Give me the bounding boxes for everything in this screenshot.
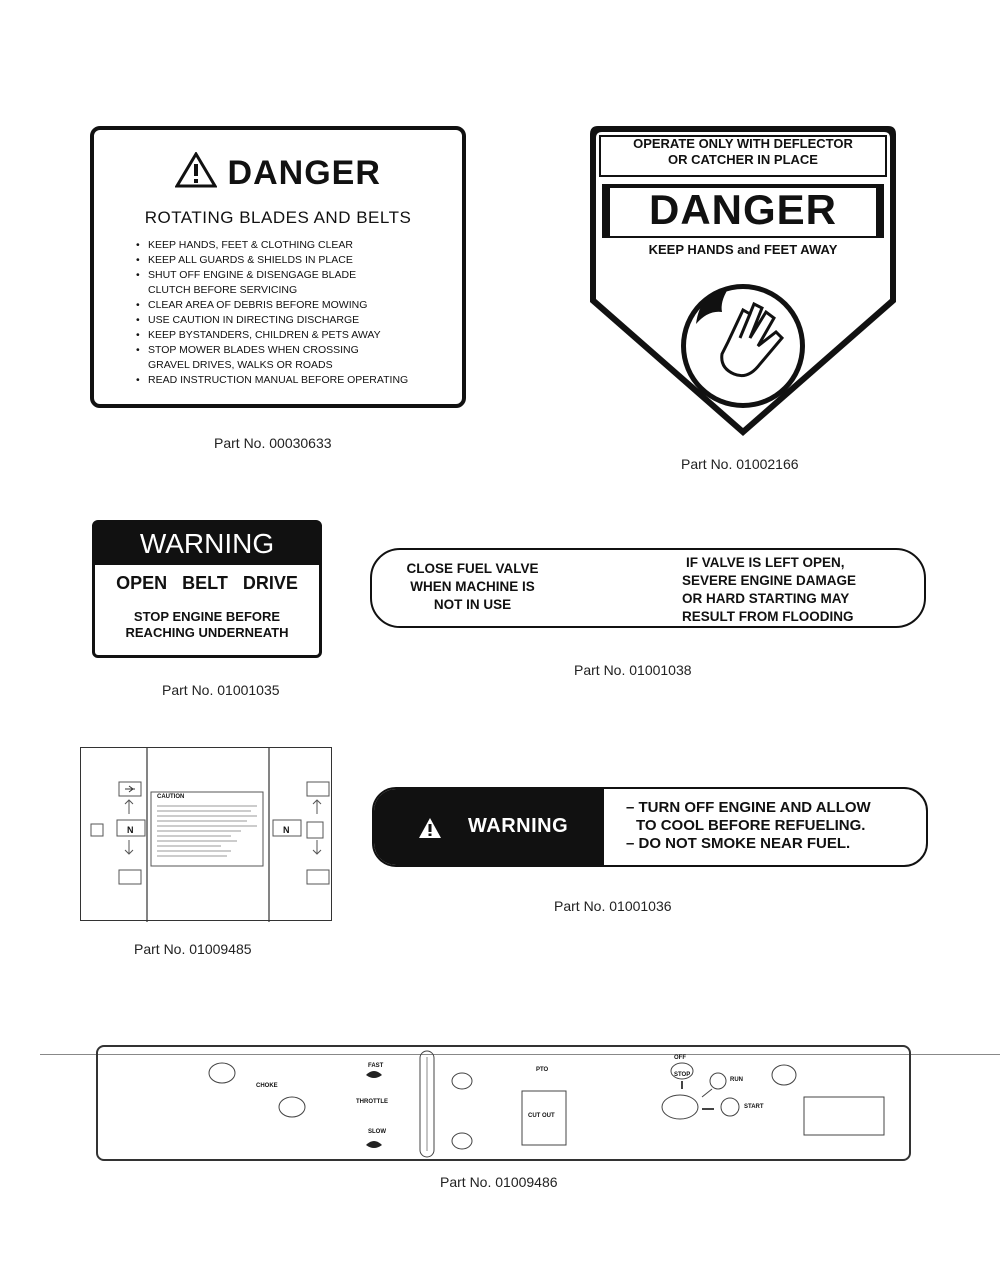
danger-subtitle: ROTATING BLADES AND BELTS <box>144 208 412 227</box>
fast-label: FAST <box>368 1063 384 1069</box>
warning-belt-drive-decal <box>92 520 322 658</box>
pto-label: PTO <box>536 1067 549 1073</box>
part-number-01001036: Part No. 01001036 <box>554 898 672 914</box>
dash-panel-drawing <box>98 1047 913 1163</box>
off-label: OFF <box>674 1055 686 1061</box>
warning-triangle-icon <box>418 817 442 839</box>
bullet-item: • KEEP ALL GUARDS & SHIELDS IN PLACE <box>136 253 408 268</box>
part-number-01001035: Part No. 01001035 <box>162 682 280 698</box>
bullet-item: • CLEAR AREA OF DEBRIS BEFORE MOWING <box>136 298 408 313</box>
bullet-item: • STOP MOWER BLADES WHEN CROSSING <box>136 343 408 358</box>
danger-title: DANGER <box>227 154 381 192</box>
part-number-00030633: Part No. 00030633 <box>214 435 332 451</box>
fuel-valve-right-text <box>682 554 902 626</box>
control-panel-decal-small <box>80 747 332 921</box>
fuel-valve-left-text <box>390 560 555 614</box>
bullet-item: • KEEP HANDS, FEET & CLOTHING CLEAR <box>136 238 408 253</box>
fuel-valve-right-line: RESULT FROM FLOODING <box>682 609 854 624</box>
warning-title: WARNING <box>95 523 319 565</box>
deflector-decal-shape <box>588 124 898 440</box>
fuel-valve-left-line: NOT IN USE <box>433 597 512 612</box>
control-panel-drawing <box>81 748 333 922</box>
choke-label: CHOKE <box>256 1083 278 1089</box>
fuel-valve-right-line: OR HARD STARTING MAY <box>682 591 850 606</box>
warning-belt-instructions <box>95 609 319 641</box>
pto-cutout-label: CUT OUT <box>528 1113 555 1119</box>
fuel-valve-right-line: IF VALVE IS LEFT OPEN, <box>686 555 845 570</box>
warning-fuel-line: – DO NOT SMOKE NEAR FUEL. <box>626 835 851 852</box>
stop-label: STOP <box>674 1072 691 1078</box>
warning-fuel-black-panel <box>374 789 604 865</box>
fuel-valve-left-line: CLOSE FUEL VALVE <box>406 561 539 576</box>
slow-label: SLOW <box>368 1129 386 1135</box>
bullet-item: • USE CAUTION IN DIRECTING DISCHARGE <box>136 313 408 328</box>
part-number-01002166: Part No. 01002166 <box>681 456 799 472</box>
danger-header <box>94 152 462 193</box>
deflector-danger-title: DANGER <box>648 186 837 233</box>
deflector-subtitle: KEEP HANDS and FEET AWAY <box>648 242 838 257</box>
neutral-label-right: N <box>283 825 290 835</box>
part-number-01001038: Part No. 01001038 <box>574 662 692 678</box>
part-number-01009485: Part No. 01009485 <box>134 941 252 957</box>
bullet-item: • SHUT OFF ENGINE & DISENGAGE BLADE <box>136 268 408 283</box>
start-label: START <box>744 1104 764 1110</box>
warning-fuel-line: – TURN OFF ENGINE AND ALLOW <box>626 799 871 816</box>
fuel-valve-decal <box>370 548 926 628</box>
bullet-item: • KEEP BYSTANDERS, CHILDREN & PETS AWAY <box>136 328 408 343</box>
warning-belt-line-2: STOP ENGINE BEFORE <box>133 609 281 624</box>
warning-triangle-icon <box>175 152 217 188</box>
caution-header: CAUTION <box>157 794 185 800</box>
throttle-label: THROTTLE <box>356 1099 388 1105</box>
dash-panel-decal <box>96 1045 911 1161</box>
warning-belt-line-1: OPEN BELT DRIVE <box>116 573 298 593</box>
bullet-item-continued: CLUTCH BEFORE SERVICING <box>148 284 298 296</box>
fuel-valve-left-line: WHEN MACHINE IS <box>410 579 535 594</box>
warning-belt-line-3: REACHING UNDERNEATH <box>125 625 289 640</box>
part-number-01009486: Part No. 01009486 <box>440 1174 558 1190</box>
bullet-item: • READ INSTRUCTION MANUAL BEFORE OPERATING <box>136 373 408 388</box>
warning-fuel-decal <box>372 787 928 867</box>
neutral-label-left: N <box>127 825 134 835</box>
warning-fuel-text <box>626 799 871 853</box>
danger-deflector-decal <box>588 124 898 440</box>
fuel-valve-right-line: SEVERE ENGINE DAMAGE <box>682 573 857 588</box>
warning-fuel-line: TO COOL BEFORE REFUELING. <box>636 817 866 834</box>
deflector-top-text <box>588 136 898 168</box>
deflector-top-line-1: OPERATE ONLY WITH DEFLECTOR <box>633 136 853 151</box>
bullet-item-continued: GRAVEL DRIVES, WALKS OR ROADS <box>148 359 333 371</box>
deflector-top-line-2: OR CATCHER IN PLACE <box>668 152 818 167</box>
danger-rotating-blades-decal <box>90 126 466 408</box>
run-label: RUN <box>730 1077 743 1083</box>
warning-fuel-title: WARNING <box>468 815 569 837</box>
danger-bullet-list <box>136 238 408 388</box>
